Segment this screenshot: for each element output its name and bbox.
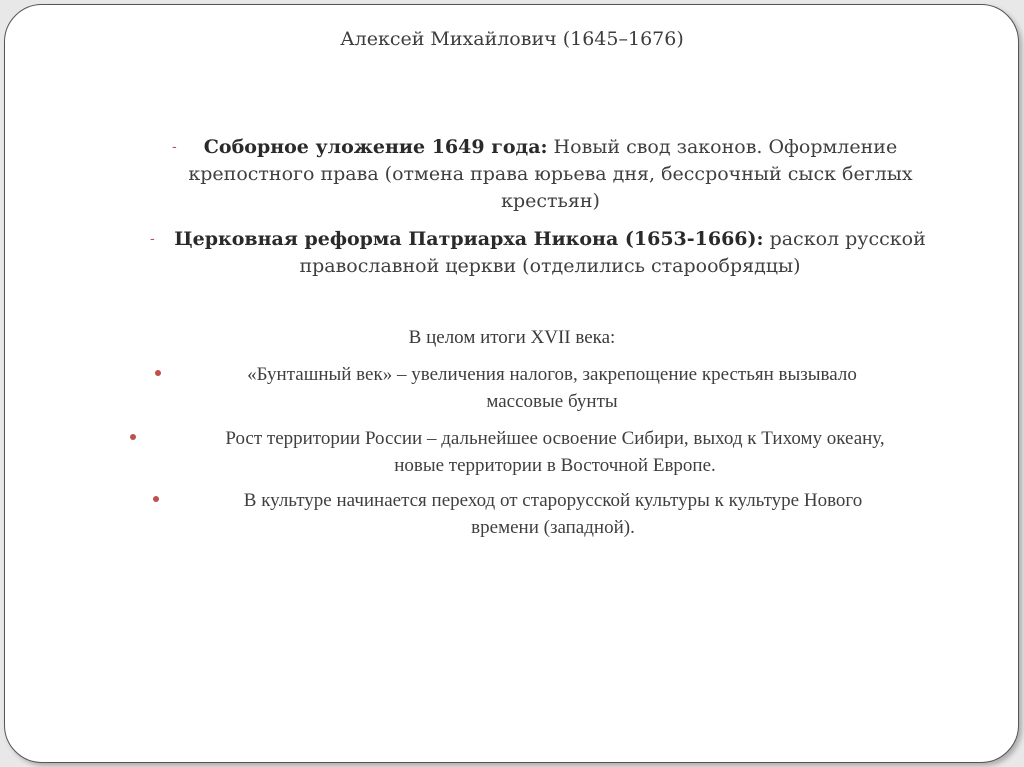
result-item [168,487,938,541]
result-item [172,361,932,415]
reform-line: крепостного права (отмена права юрьева дня, бессрочный сыск беглых [188,163,913,185]
result-item [146,425,964,479]
summary-heading: В целом итоги XVII века: [408,327,616,348]
result-line: В культуре начинается переход от старорусской культуры к культуре Нового [243,490,863,511]
reform-line [182,134,919,161]
reform-title: Церковная реформа Патриарха Никона (1653-1666): [174,228,764,250]
reform-item-nikon [160,226,940,280]
round-bullet [130,434,136,440]
result-line: новые территории в Восточной Европе. [394,455,716,476]
round-bullet [153,496,159,502]
reform-title: Соборное уложение 1649 года: [203,136,548,158]
reform-line [160,226,940,253]
result-line: времени (западной). [471,517,635,538]
result-line: массовые бунты [486,391,618,412]
dash-bullet: - [172,139,177,155]
reform-text: раскол русской [763,228,926,250]
result-line: Рост территории России – дальнейшее освоение Сибири, выход к Тихому океану, [225,428,885,449]
reform-line: православной церкви (отделились старообрядцы) [299,255,801,277]
round-bullet [155,370,161,376]
reform-text: Новый свод законов. Оформление [547,136,898,158]
reform-line: крестьян) [501,190,600,212]
reform-item-sobornoe [182,134,919,215]
result-line: «Бунташный век» – увеличения налогов, закрепощение крестьян вызывало [247,364,857,385]
slide-title: Алексей Михайлович (1645–1676) [340,28,684,50]
dash-bullet: - [150,231,155,247]
